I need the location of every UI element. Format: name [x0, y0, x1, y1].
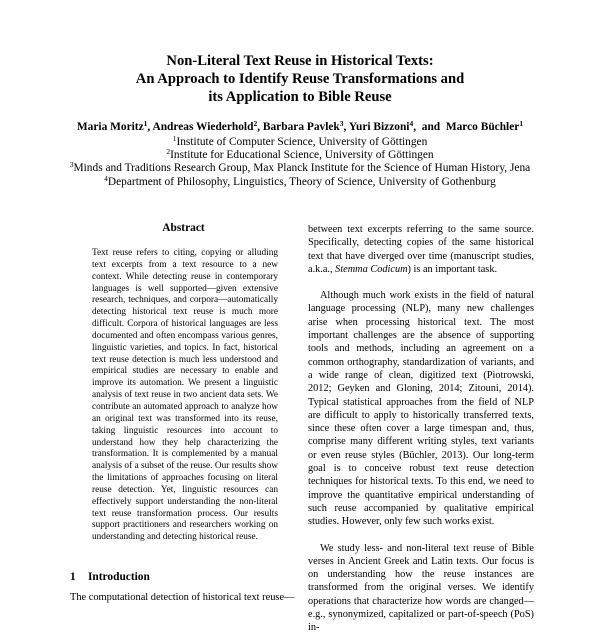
section-number: 1 — [70, 571, 76, 583]
affil-marker: 4 — [104, 173, 108, 183]
author-separator: , and — [413, 121, 446, 133]
section-title: Introduction — [88, 571, 150, 583]
affil-marker: 1 — [172, 134, 177, 143]
affil-marker: 2 — [166, 147, 171, 157]
author-affil-marker: 3 — [339, 119, 344, 128]
body-paragraph — [308, 223, 534, 276]
section-heading — [70, 571, 150, 583]
title-line: An Approach to Identify Reuse Transformations and — [135, 71, 465, 87]
author-affil-marker: 2 — [253, 119, 258, 128]
affiliation-text: Institute of Computer Science, University of Göttingen — [176, 136, 428, 148]
affiliation-text: Minds and Traditions Research Group, Max Planck Institute for the Science of Human History, Jena — [73, 162, 531, 175]
affiliation — [0, 162, 600, 175]
body-paragraph: We study less- and non-literal text reuse of Bible verses in Ancient Greek and Latin texts. Our focus is on understanding how the reuse instances are transformed from the original verses. We identify operations that characterize how words are changed—e.g., synonymized, capitalized or part-of-speech (PoS) in- — [308, 542, 534, 634]
author-affil-marker: 4 — [409, 119, 414, 128]
author-list — [0, 121, 600, 134]
emphasized-term: Stemma Codicum — [335, 263, 408, 275]
author-name: Yuri Bizzoni — [348, 121, 410, 133]
affiliation — [0, 149, 600, 162]
paper-title — [0, 52, 600, 106]
author-name: Barbara Pavlek — [262, 121, 340, 133]
author-separator: , — [257, 121, 263, 133]
affiliation — [0, 136, 600, 149]
author-name: Maria Moritz — [76, 121, 144, 133]
paragraph-text: ) is an important task. — [407, 263, 498, 275]
intro-paragraph-start: The computational detection of historical text reuse— — [70, 592, 295, 603]
abstract-heading: Abstract — [162, 222, 205, 234]
right-column — [308, 223, 534, 635]
affiliation-text: Department of Philosophy, Linguistics, Theory of Science, University of Gothenburg — [107, 175, 496, 188]
affil-marker: 3 — [69, 160, 74, 170]
paragraph-text: between text excerpts referring to the same source. Specifically, detecting copies of the same historical text that have diverged over time (manuscript studies, a.k.a., — [308, 224, 534, 275]
author-affil-marker: 1 — [519, 119, 524, 128]
author-name: Marco Büchler — [445, 121, 520, 133]
author-name: Andreas Wiederhold — [152, 121, 254, 133]
author-separator: , — [343, 121, 349, 133]
affiliation-text: Institute for Educational Science, University of Göttingen — [170, 149, 434, 162]
title-line: Non-Literal Text Reuse in Historical Texts: — [166, 53, 434, 69]
author-separator: , — [147, 121, 153, 133]
author-affil-marker: 1 — [143, 119, 148, 128]
abstract-body: Text reuse refers to citing, copying or alluding text excerpts from a text resource to a new context. While detecting reuse in contemporary languages is well supported—given extensive research, techniques, and corpora—automatically detecting historical text reuse is much more difficult. Corpora of historical languages are less documented and often encompass various genres, linguistic varieties, and topics. In fact, historical text reuse detection is much less understood and empirical studies are necessary to enable and improve its automation. We present a linguistic analysis of text reuse in two ancient data sets. We contribute an automated approach to analyze how an original text was transformed into its reuse, taking linguistic resources into account to understand how they help characterizing the transformation. It is complemented by a manual analysis of a subset of the reuse. Our results show the limitations of approaches focusing on literal reuse detection. Yet, linguistic resources can effectively support understanding the non-literal text reuse transformation process. Our results support practitioners and researchers working on understanding and detecting historical reuse. — [92, 248, 278, 543]
affiliation-list — [0, 136, 600, 189]
title-line: its Application to Bible Reuse — [208, 89, 392, 105]
affiliation — [0, 173, 600, 189]
body-paragraph: Although much work exists in the field of natural language processing (NLP), many new challenges arise when processing historical text. The most important challenges are the absence of supporting tools and methods, including an agreement on a common orthography, standardization of variants, and a wide range of clean, digitized text (Piotrowski, 2012; Geyken and Gloning, 2014; Zitouni, 2014). Typical statistical approaches from the field of NLP are difficult to apply to historically transferred texts, since these often cover a large timespan and, thus, comprise many different writing styles, text variants or even reuse styles (Büchler, 2013). Our long-term goal is to conceive robust text reuse detection techniques for historical texts. To this end, we need to improve the quantitative empirical understanding of such reuse accompanied by qualitative empirical studies. However, only few such works exist. — [308, 290, 534, 528]
